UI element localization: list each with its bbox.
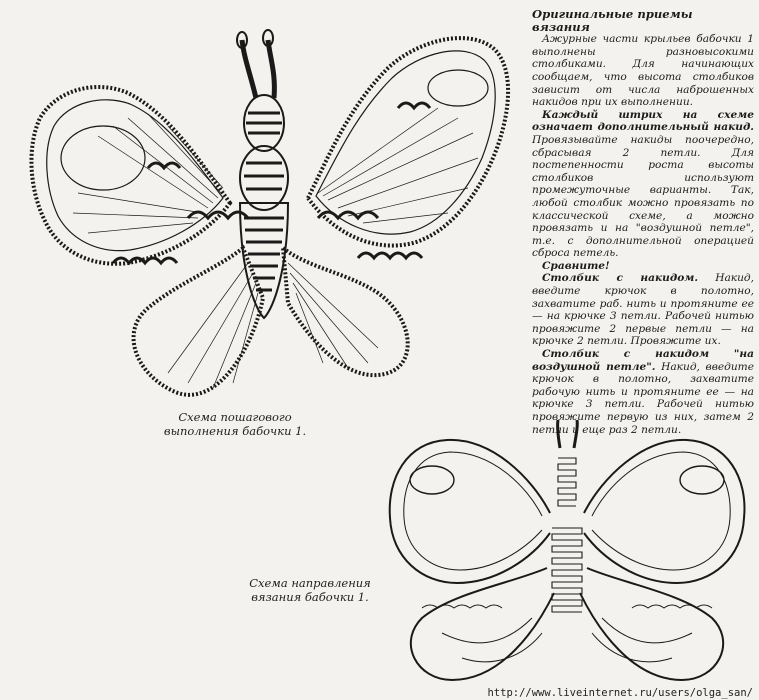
stitch-note-lead: Каждый штрих на схеме означает дополнительный накид. [532, 108, 754, 134]
paragraph-stitch-note [532, 109, 754, 260]
article-text [532, 8, 754, 436]
stitch-note-body: Провязывайте накиды поочередно, сбрасывая 2 петли. Для постепенности роста высоты столбиков используют промежуточные варианты. Так, любой столбик можно провязать по классической схеме, а можно провязать и на "воздушной петле", т.е. с дополнительной операцией сброса петель. [532, 133, 754, 260]
paragraph-intro: Ажурные части крыльев бабочки 1 выполнены разновысокими столбиками. Для начинающих сообщаем, что высота столбиков зависит от числа наброшенных накидов при их выполнении. [532, 33, 754, 109]
butterfly-direction-diagram [382, 418, 754, 688]
double-crochet-lead: Столбик с накидом. [542, 272, 699, 285]
butterfly-stitch-diagram [18, 18, 528, 398]
chain-crochet-body: Накид, введите крючок в полотно, захватите рабочую нить и протяните ее — на крючке 3 петли. Рабочей нитью провяжите первую из них, затем 2 петли и еще раз 2 петли. [532, 360, 754, 436]
double-crochet-body: Накид, введите крючок в полотно, захватите раб. нить и протяните ее — на крючке 3 петли. Рабочей нитью провяжите 2 первые петли — на крючке 2 петли. Провяжите их. [532, 272, 754, 348]
figure-1-caption: Схема пошагового выполнения бабочки 1. [163, 410, 307, 438]
figure-2-caption: Схема направления вязания бабочки 1. [249, 576, 371, 604]
chain-crochet-lead: Столбик с накидом "на воздушной петле". [532, 348, 754, 373]
article-heading: Оригинальные приемы вязания [532, 7, 693, 34]
source-watermark: http://www.liveinternet.ru/users/olga_san/ [487, 687, 753, 699]
paragraph-double-crochet [532, 272, 754, 348]
compare-heading: Сравните! [542, 259, 610, 272]
